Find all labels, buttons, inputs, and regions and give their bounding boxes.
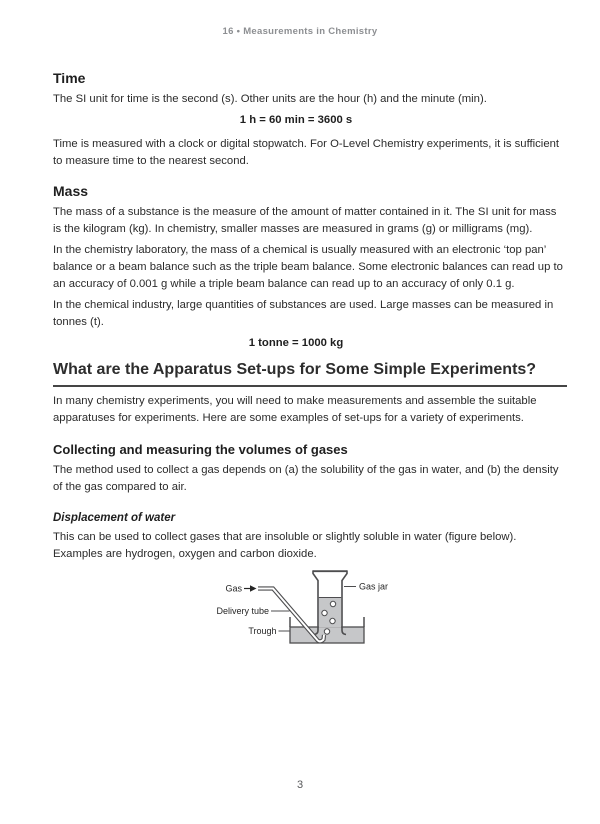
- page-number: 3: [296, 779, 304, 791]
- paragraph-displacement-1: This can be used to collect gases that are insoluble or slightly soluble in water (figure below). Examples are hydrogen, oxygen and carbon dioxide.: [53, 531, 517, 560]
- equation-time-conversion: 1 h = 60 min = 3600 s: [239, 114, 353, 126]
- paragraph-mass-2: In the chemistry laboratory, the mass of a chemical is usually measured with an electronic ‘top pan’ balance or a beam balance such as the triple beam balance. Some electronic balances can read up to an accuracy of 0.001 g while a triple beam balance can read up to an accuracy of only 0.1 g.: [53, 244, 563, 290]
- gas-collection-figure: [170, 567, 430, 677]
- running-header: 16 • Measurements in Chemistry: [222, 26, 378, 37]
- label-delivery-tube: Delivery tube: [216, 606, 269, 616]
- gas-arrow-icon: [250, 585, 257, 592]
- section-heading-time: Time: [53, 70, 86, 86]
- paragraph-mass-3: In the chemical industry, large quantities of substances are used. Large masses can be measured in tonnes (t).: [53, 299, 554, 328]
- chapter-question-heading: What are the Apparatus Set-ups for Some Simple Experiments?: [53, 359, 567, 387]
- paragraph-collecting-1: The method used to collect a gas depends on (a) the solubility of the gas in water, and (b) the density of the gas compared to air.: [53, 464, 559, 493]
- section-heading-mass: Mass: [53, 183, 89, 199]
- gas-jar-right-wall: [342, 570, 347, 634]
- label-gas-jar: Gas jar: [359, 581, 389, 592]
- subheading-collecting-gases: Collecting and measuring the volumes of gases: [53, 442, 348, 457]
- subheading-displacement-of-water: Displacement of water: [53, 512, 176, 524]
- paragraph-time-1: The SI unit for time is the second (s). Other units are the hour (h) and the minute (min).: [53, 93, 487, 105]
- bubble: [330, 618, 335, 623]
- gas-jar-left-wall: [313, 570, 318, 634]
- label-gas: Gas: [225, 583, 242, 594]
- paragraph-time-2: Time is measured with a clock or digital stopwatch. For O-Level Chemistry experiments, it is sufficient to measure time to the nearest second.: [53, 138, 560, 167]
- paragraph-mass-1: The mass of a substance is the measure of the amount of matter contained in it. The SI unit for mass is the kilogram (kg). In chemistry, smaller masses are measured in grams (g) or milligrams (mg).: [53, 206, 557, 235]
- equation-tonne-conversion: 1 tonne = 1000 kg: [248, 337, 344, 349]
- page-content: [53, 0, 567, 677]
- bubble: [322, 610, 327, 615]
- gas-collection-diagram: [170, 567, 430, 677]
- bubble: [324, 629, 329, 634]
- paragraph-apparatus-intro: In many chemistry experiments, you will need to make measurements and assemble the suitable apparatuses for experiments. Here are some examples of set-ups for a variety of experiments.: [53, 395, 537, 424]
- bubble: [330, 601, 335, 606]
- label-trough: Trough: [248, 626, 277, 636]
